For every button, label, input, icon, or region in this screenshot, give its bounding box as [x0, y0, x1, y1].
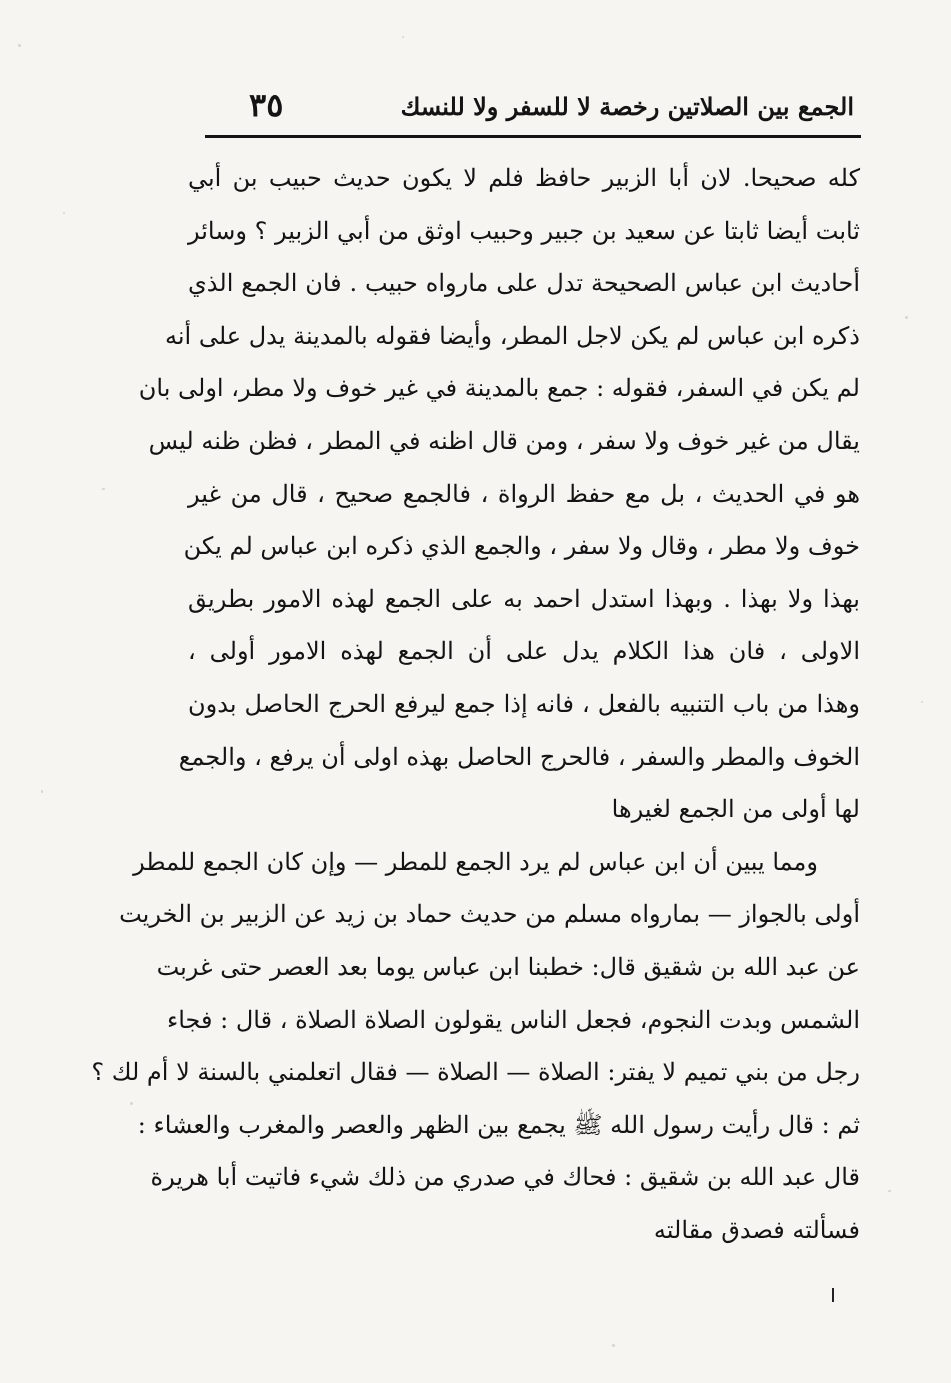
text-line: لم يكن في السفر، فقوله : جمع بالمدينة في غير خوف ولا مطر، اولى بان	[138, 374, 860, 403]
text-line: ذكره ابن عباس لم يكن لاجل المطر، وأيضا فقوله بالمدينة يدل على أنه	[164, 321, 860, 350]
running-title: الجمع بين الصلاتين رخصة لا للسفر ولا للنسك	[400, 92, 854, 121]
text-line: الاولى ، فان هذا الكلام يدل على أن الجمع لهذه الامور أولى ،	[188, 637, 860, 666]
text-line: الخوف والمطر والسفر ، فالحرج الحاصل بهذه اولى أن يرفع ، والجمع	[178, 742, 860, 771]
body-text	[91, 152, 861, 1256]
text-line: خوف ولا مطر ، وقال ولا سفر ، والجمع الذي ذكره ابن عباس لم يكن	[183, 532, 860, 561]
text-line: ثابت أيضا ثابتا عن سعيد بن جبير وحبيب اوثق من أبي الزبير ؟ وسائر	[188, 216, 860, 245]
text-line: فسألته فصدق مقالته	[653, 1215, 860, 1244]
text-line: هو في الحديث ، بل مع حفظ الرواة ، فالجمع صحيح ، قال من غير	[188, 479, 860, 508]
text-line: ومما يبين أن ابن عباس لم يرد الجمع للمطر — وإن كان الجمع للمطر	[133, 847, 818, 876]
text-line: وهذا من باب التنبيه بالفعل ، فانه إذا جمع ليرفع الحرج الحاصل بدون	[188, 689, 860, 718]
text-line: ثم : قال رأيت رسول الله ﷺ يجمع بين الظهر والعصر والمغرب والعشاء :	[137, 1110, 860, 1139]
page-number: ٣٥	[249, 86, 284, 124]
running-header	[205, 86, 860, 130]
text-line: الشمس وبدت النجوم، فجعل الناس يقولون الصلاة الصلاة ، قال : فجاء	[166, 1005, 860, 1034]
text-line: رجل من بني تميم لا يفتر: الصلاة — الصلاة — فقال اتعلمني بالسنة لا أم لك ؟	[91, 1058, 860, 1087]
margin-mark	[832, 1288, 834, 1302]
text-line: قال عبد الله بن شقيق : فحاك في صدري من ذلك شيء فاتيت أبا هريرة	[150, 1163, 860, 1192]
text-line: يقال من غير خوف ولا سفر ، ومن قال اظنه في المطر ، فظن ظنه ليس	[148, 426, 860, 455]
text-line: عن عبد الله بن شقيق قال: خطبنا ابن عباس يوما بعد العصر حتى غربت	[156, 952, 860, 981]
header-rule	[205, 135, 861, 138]
text-line: أولى بالجواز — بمارواه مسلم من حديث حماد بن زيد عن الزبير بن الخريت	[119, 900, 860, 929]
text-line: بهذا ولا بهذا . وبهذا استدل احمد به على الجمع لهذه الامور بطريق	[188, 584, 860, 613]
text-line: كله صحيحا. لان أبا الزبير حافظ فلم لا يكون حديث حبيب بن أبي	[188, 164, 860, 192]
text-line: أحاديث ابن عباس الصحيحة تدل على مارواه حبيب . فان الجمع الذي	[188, 269, 861, 298]
text-line: لها أولى من الجمع لغيرها	[611, 795, 860, 824]
